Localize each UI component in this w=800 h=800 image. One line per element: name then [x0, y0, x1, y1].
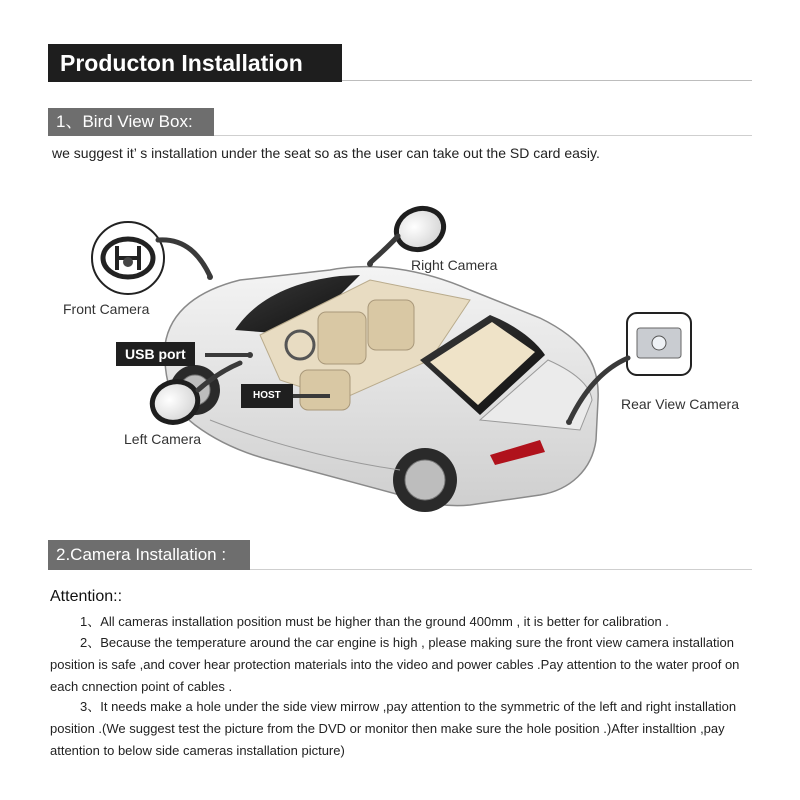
rear-view-camera-inset: [627, 313, 691, 375]
section-heading-bird-view-box: 1、Bird View Box:: [48, 108, 214, 136]
attention-item-3: [50, 696, 760, 762]
section-divider: [250, 569, 752, 570]
attention-item-text: 2、Because the temperature around the car engine is high , please making sure the front view camera installation position is safe ,and cover hear protection materials into the video and power cables .Pay attention to the water proof on each cnnection point of cables .: [50, 635, 740, 694]
label-right-camera: Right Camera: [411, 257, 498, 273]
attention-item-2: [50, 632, 760, 698]
page-title: Producton Installation: [48, 44, 342, 82]
attention-heading: Attention::: [50, 588, 123, 605]
right-camera-inset: [391, 202, 450, 256]
attention-item-text: 3、It needs make a hole under the side view mirrow ,pay attention to the symmetric of the left and right installation position .(We suggest test the picture from the DVD or monitor then make sure the hole position .)After installtion ,pay attention to below side cameras installation picture): [50, 699, 737, 758]
attention-item-1: [50, 611, 760, 633]
section-heading-camera-installation: 2.Camera Installation :: [48, 540, 250, 570]
label-front-camera: Front Camera: [63, 301, 150, 317]
attention-item-text: 1、All cameras installation position must be higher than the ground 400mm , it is better for calibration .: [80, 614, 669, 629]
front-camera-inset: [92, 222, 164, 294]
label-host: HOST: [241, 384, 293, 408]
label-left-camera: Left Camera: [124, 431, 202, 447]
car-illustration: [165, 267, 598, 512]
section-divider: [214, 135, 752, 136]
front-camera-pointer: [158, 240, 210, 276]
title-divider: [342, 80, 752, 81]
bird-view-box-description: we suggest it’ s installation under the seat so as the user can take out the SD card easiy.: [52, 145, 600, 161]
right-camera-pointer: [370, 236, 398, 263]
label-usb-port: USB port: [116, 342, 195, 366]
label-rear-view-camera: Rear View Camera: [621, 396, 740, 412]
